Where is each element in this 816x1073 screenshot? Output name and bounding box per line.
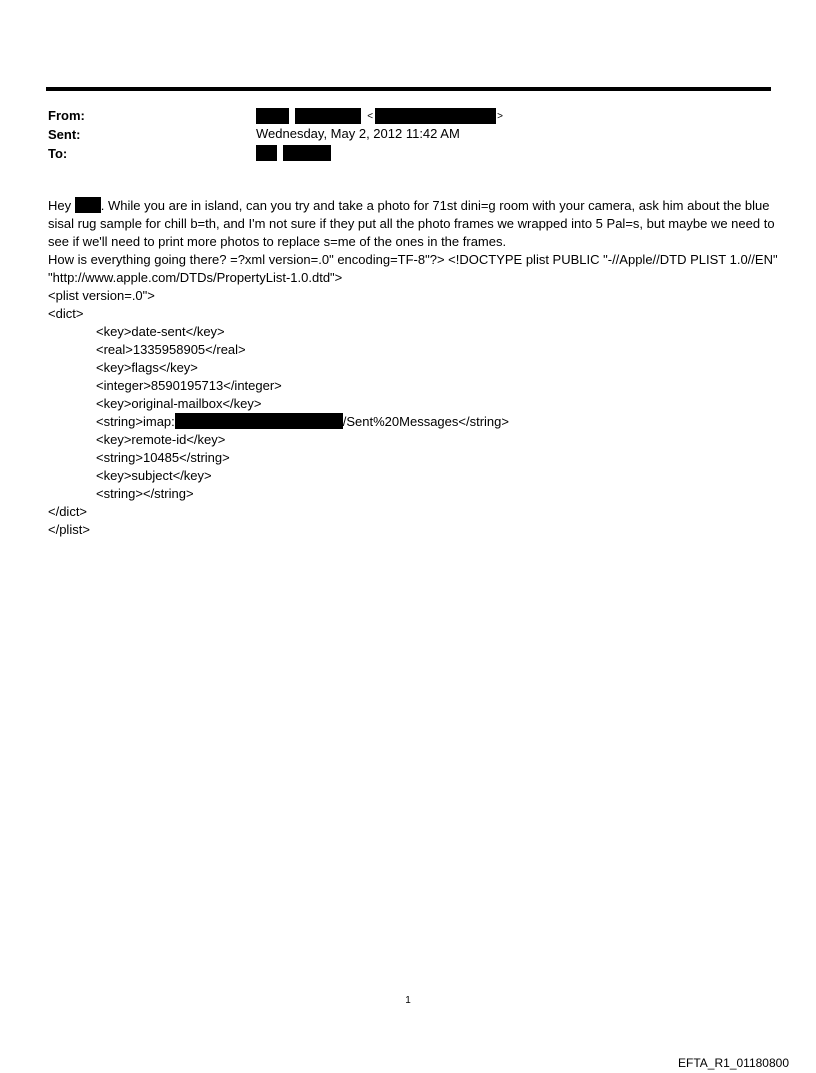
greeting: Hey (48, 198, 75, 213)
redaction-block (256, 108, 289, 124)
dict-open: <dict> (48, 306, 84, 321)
redaction-block (375, 108, 496, 124)
message-paragraph (48, 197, 778, 251)
imap-suffix: /Sent%20Messages</string> (342, 414, 509, 429)
dict-close: </dict> (48, 504, 88, 519)
plist-line: <key>remote-id</key> (96, 432, 226, 447)
from-gt: > (497, 111, 503, 122)
redaction-block (256, 145, 277, 161)
plist-line (48, 413, 778, 431)
imap-prefix: <string>imap: (96, 414, 175, 429)
redaction-block (295, 108, 361, 124)
plist-line: <key>original-mailbox</key> (96, 396, 262, 411)
plist-line: <key>subject</key> (96, 468, 212, 483)
redaction-block (175, 413, 343, 429)
redaction-block (283, 145, 331, 161)
plist-open: <plist version=.0"> (48, 288, 155, 303)
plist-line: <key>flags</key> (96, 360, 198, 375)
from-value (256, 107, 503, 125)
email-body (48, 197, 782, 539)
sent-label: Sent: (48, 127, 81, 142)
document-id: EFTA_R1_01180800 (678, 1056, 789, 1070)
to-value (256, 144, 331, 161)
plist-line: <real>1335958905</real> (96, 342, 246, 357)
to-label: To: (48, 146, 68, 161)
page-number: 1 (405, 995, 411, 1006)
sent-value: Wednesday, May 2, 2012 11:42 AM (256, 126, 460, 141)
plist-line: <string>10485</string> (96, 450, 230, 465)
xml-paragraph: How is everything going there? =?xml version=.0" encoding=TF-8"?> <!DOCTYPE plist PUBLIC "-//Apple//DTD PLIST 1.0//EN" "http://www.apple.com/DTDs/PropertyList-1.0.dtd"> (48, 252, 782, 285)
redaction-block (75, 197, 101, 213)
plist-line: <string></string> (96, 486, 194, 501)
from-label: From: (48, 108, 85, 123)
from-lt: < (367, 111, 374, 122)
plist-line: <integer>8590195713</integer> (96, 378, 282, 393)
plist-close: </plist> (48, 522, 90, 537)
header-rule (46, 87, 771, 91)
plist-line: <key>date-sent</key> (96, 324, 225, 339)
message-text: . While you are in island, can you try and take a photo for 71st dini=g room with your camera, ask him about the blue sisal rug sample for chill b=th, and I'm not sure if they put all the photo frames we wrapped into 5 Pal=s, but maybe we need to see if we'll need to print more photos to replace s=me of the ones in the frames. (48, 198, 779, 249)
